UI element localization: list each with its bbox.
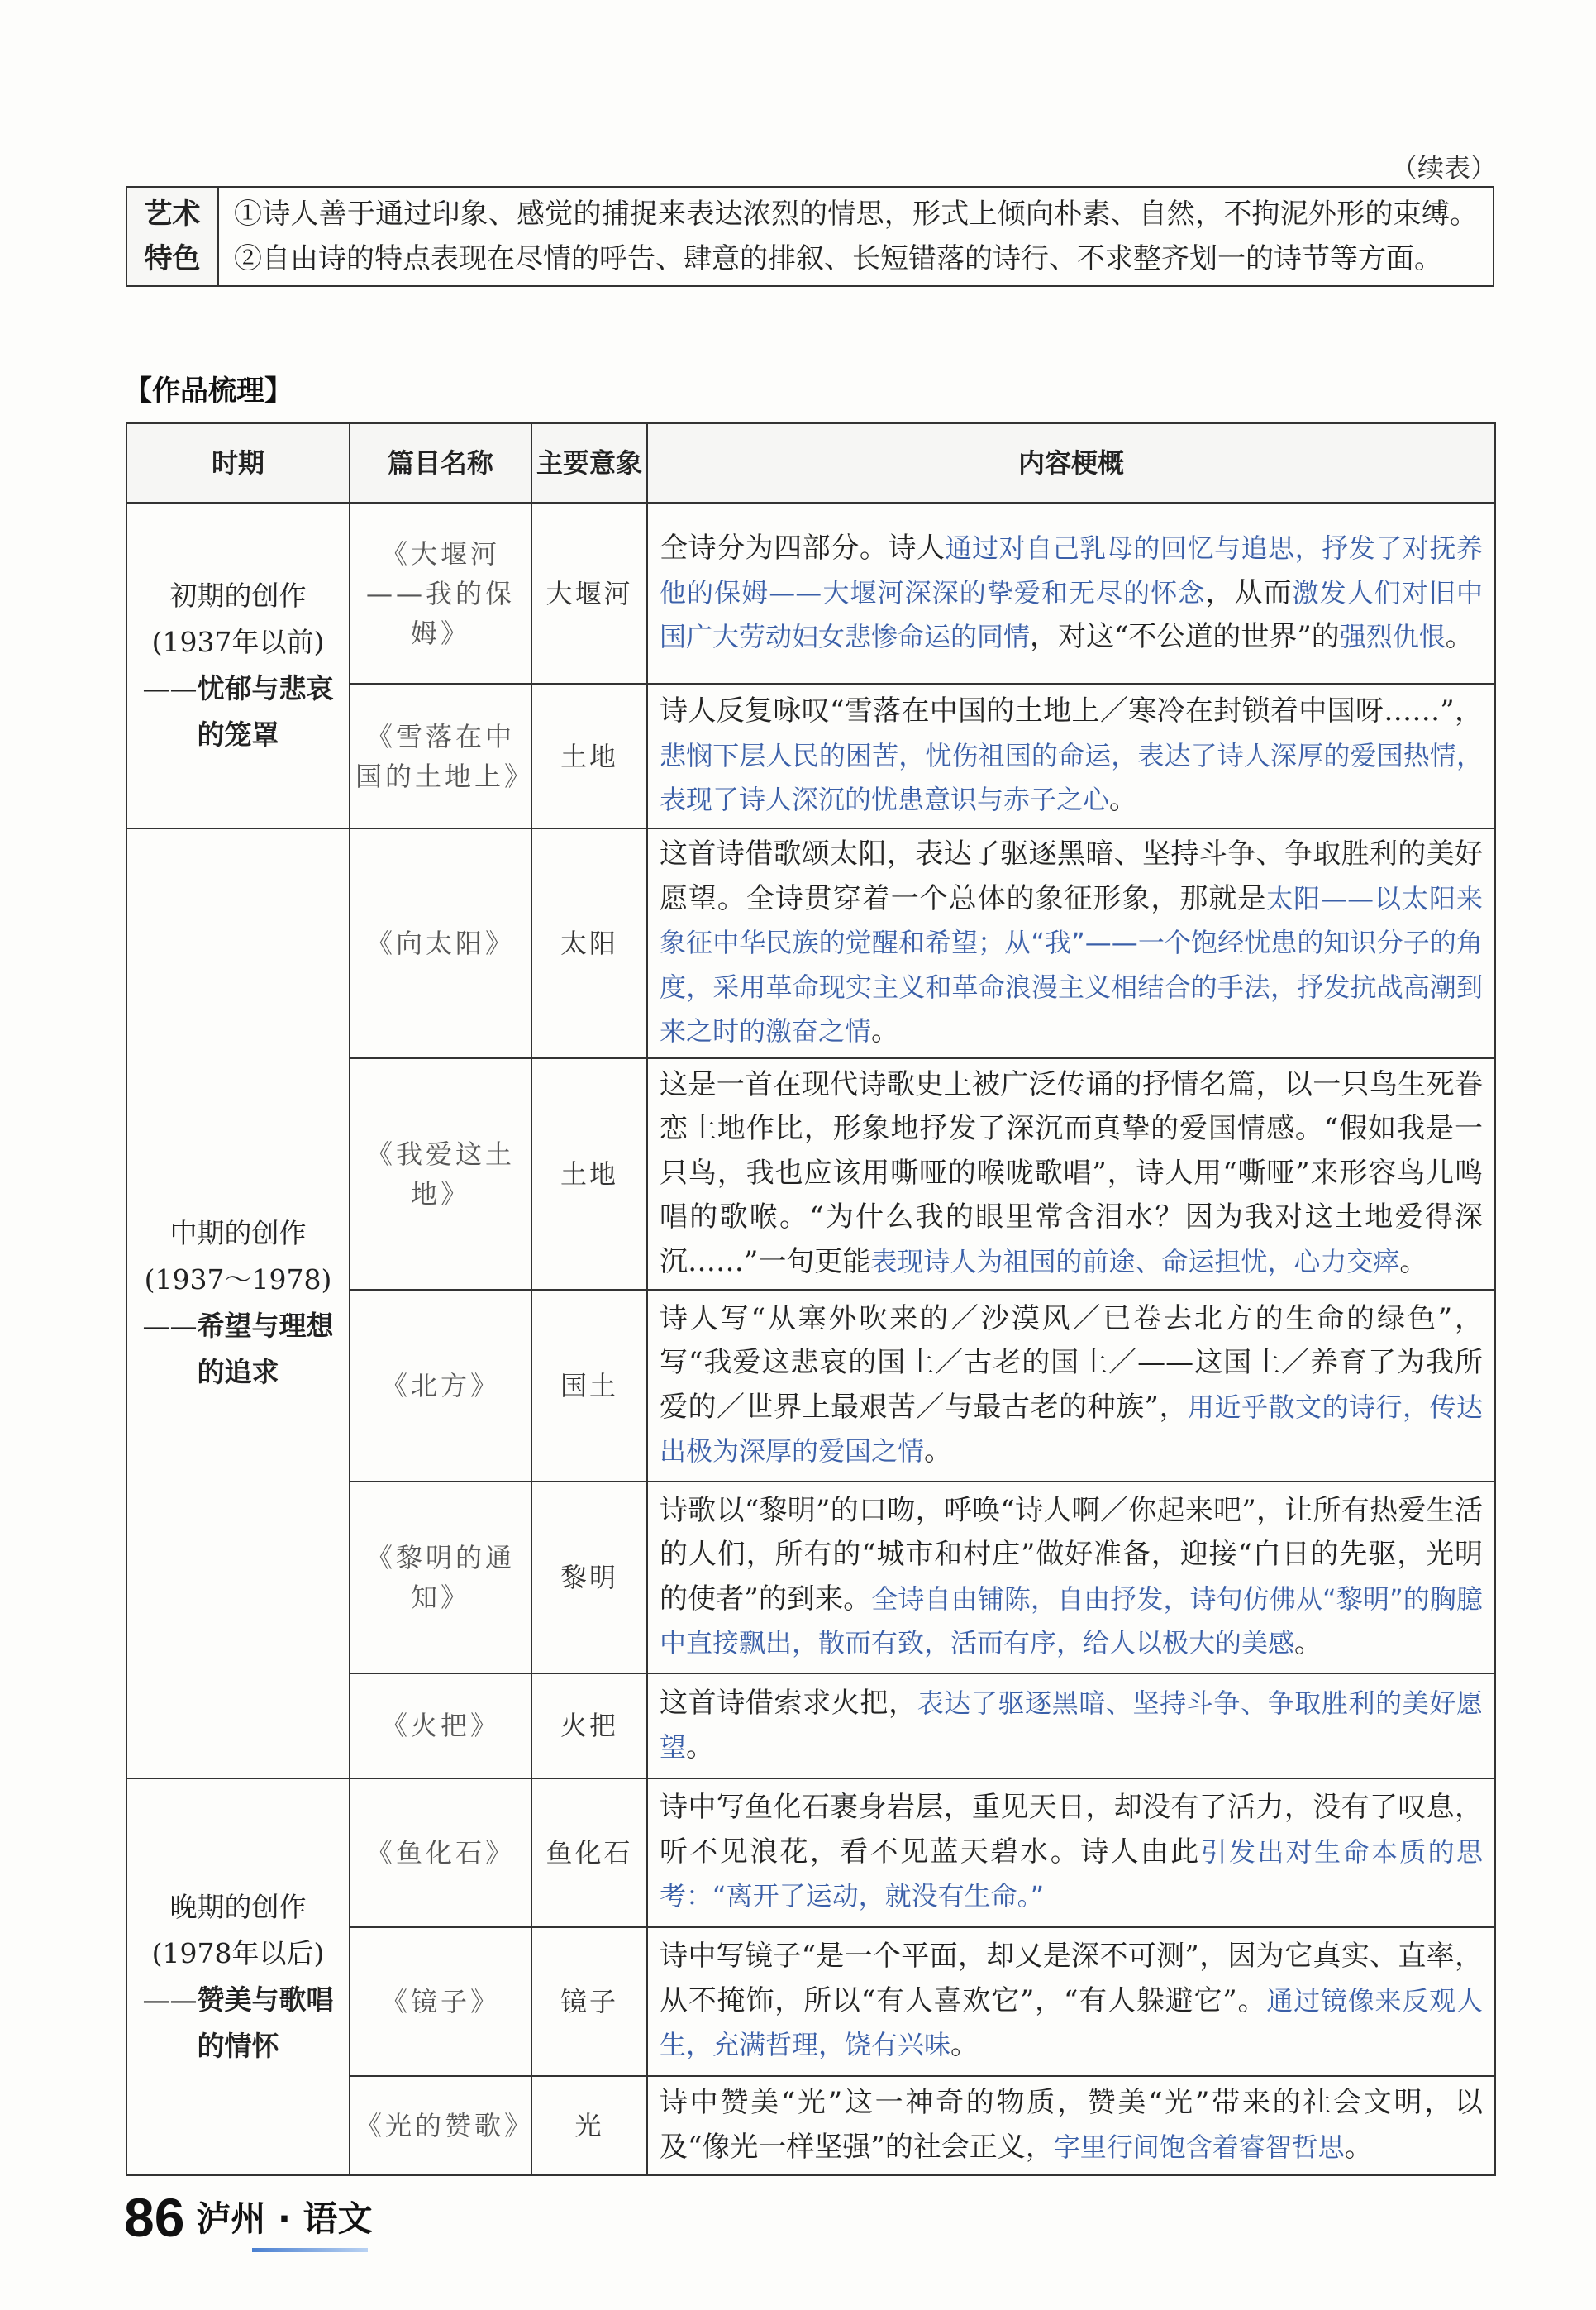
header-image: 主要意象 — [531, 423, 647, 503]
work-title: 《黎明的通知》 — [350, 1482, 531, 1673]
work-title: 《雪落在中国的土地上》 — [350, 684, 531, 828]
work-image: 火把 — [531, 1673, 647, 1778]
work-title: 《向太阳》 — [350, 828, 531, 1058]
work-image: 大堰河 — [531, 503, 647, 684]
section-title: 【作品梳理】 — [124, 375, 293, 408]
art-features-label: 艺术 特色 — [126, 187, 218, 286]
work-title: 《光的赞歌》 — [350, 2076, 531, 2175]
table-row — [126, 828, 1495, 1058]
work-content: 诗中赞美“光”这一神奇的物质，赞美“光”带来的社会文明，以及“像光一样坚强”的社会正义，字里行间饱含着睿智哲思。 — [647, 2076, 1495, 2175]
header-content: 内容梗概 — [647, 423, 1495, 503]
work-title: 《火把》 — [350, 1673, 531, 1778]
work-content: 诗中写镜子“是一个平面，却又是深不可测”，因为它真实、直率，从不掩饰，所以“有人喜欢它”，“有人躲避它”。通过镜像来反观人生，充满哲理，饶有兴味。 — [647, 1927, 1495, 2076]
work-content: 这是一首在现代诗歌史上被广泛传诵的抒情名篇，以一只鸟生死眷恋土地作比，形象地抒发了深沉而真挚的爱国情感。“假如我是一只鸟，我也应该用嘶哑的喉咙歌唱”，诗人用“嘶哑”来形容鸟儿鸣唱的歌喉。“为什么我的眼里常含泪水？因为我对这土地爱得深沉……”一句更能表现诗人为祖国的前途、命运担忧，心力交瘁。 — [647, 1058, 1495, 1290]
table-header-row — [126, 423, 1495, 503]
work-title: 《北方》 — [350, 1290, 531, 1482]
work-image: 光 — [531, 2076, 647, 2175]
header-period: 时期 — [126, 423, 350, 503]
work-title: 《我爱这土地》 — [350, 1058, 531, 1290]
page-number: 86 — [124, 2187, 185, 2248]
period-early: 初期的创作(1937年以前)——忧郁与悲哀的笼罩 — [126, 503, 350, 828]
work-image: 土地 — [531, 684, 647, 828]
art-features-table — [126, 186, 1494, 287]
work-content: 诗歌以“黎明”的口吻，呼唤“诗人啊／你起来吧”，让所有热爱生活的人们，所有的“城市和村庄”做好准备，迎接“白日的先驱，光明的使者”的到来。全诗自由铺陈，自由抒发，诗句仿佛从“黎明”的胸臆中直接飘出，散而有致，活而有序，给人以极大的美感。 — [647, 1482, 1495, 1673]
page-footer — [124, 2187, 373, 2248]
period-middle: 中期的创作(1937～1978)——希望与理想的追求 — [126, 828, 350, 1778]
work-image: 鱼化石 — [531, 1778, 647, 1927]
work-image: 土地 — [531, 1058, 647, 1290]
work-image: 太阳 — [531, 828, 647, 1058]
continued-label: （续表） — [1390, 152, 1497, 184]
work-content: 全诗分为四部分。诗人通过对自己乳母的回忆与追思，抒发了对抚养他的保姆——大堰河深深的挚爱和无尽的怀念，从而激发人们对旧中国广大劳动妇女悲惨命运的同情，对这“不公道的世界”的强烈仇恨。 — [647, 503, 1495, 684]
work-content: 诗人反复咏叹“雪落在中国的土地上／寒冷在封锁着中国呀……”，悲悯下层人民的困苦，忧伤祖国的命运，表达了诗人深厚的爱国热情，表现了诗人深沉的忧患意识与赤子之心。 — [647, 684, 1495, 828]
header-title: 篇目名称 — [350, 423, 531, 503]
work-content: 诗中写鱼化石裹身岩层，重见天日，却没有了活力，没有了叹息，听不见浪花，看不见蓝天碧水。诗人由此引发出对生命本质的思考：“离开了运动，就没有生命。” — [647, 1778, 1495, 1927]
works-table — [126, 422, 1496, 2176]
period-late: 晚期的创作(1978年以后)——赞美与歌唱的情怀 — [126, 1778, 350, 2175]
work-content: 诗人写“从塞外吹来的／沙漠风／已卷去北方的生命的绿色”，写“我爱这悲哀的国土／古老的国土／——这国土／养育了为我所爱的／世界上最艰苦／与最古老的种族”，用近乎散文的诗行，传达出极为深厚的爱国之情。 — [647, 1290, 1495, 1482]
work-title: 《大堰河——我的保姆》 — [350, 503, 531, 684]
table-row — [126, 503, 1495, 684]
work-title: 《镜子》 — [350, 1927, 531, 2076]
work-image: 镜子 — [531, 1927, 647, 2076]
book-name: 泸州 · 语文 — [196, 2198, 373, 2239]
art-features-text: ①诗人善于通过印象、感觉的捕捉来表达浓烈的情思，形式上倾向朴素、自然，不拘泥外形的束缚。②自由诗的特点表现在尽情的呼告、肆意的排叙、长短错落的诗行、不求整齐划一的诗节等方面。 — [218, 187, 1494, 286]
footer-underline — [252, 2248, 368, 2252]
work-image: 黎明 — [531, 1482, 647, 1673]
table-row — [126, 1778, 1495, 1927]
work-title: 《鱼化石》 — [350, 1778, 531, 1927]
work-content: 这首诗借索求火把，表达了驱逐黑暗、坚持斗争、争取胜利的美好愿望。 — [647, 1673, 1495, 1778]
work-image: 国土 — [531, 1290, 647, 1482]
work-content: 这首诗借歌颂太阳，表达了驱逐黑暗、坚持斗争、争取胜利的美好愿望。全诗贯穿着一个总体的象征形象，那就是太阳——以太阳来象征中华民族的觉醒和希望；从“我”——一个饱经忧患的知识分子的角度，采用革命现实主义和革命浪漫主义相结合的手法，抒发抗战高潮到来之时的激奋之情。 — [647, 828, 1495, 1058]
